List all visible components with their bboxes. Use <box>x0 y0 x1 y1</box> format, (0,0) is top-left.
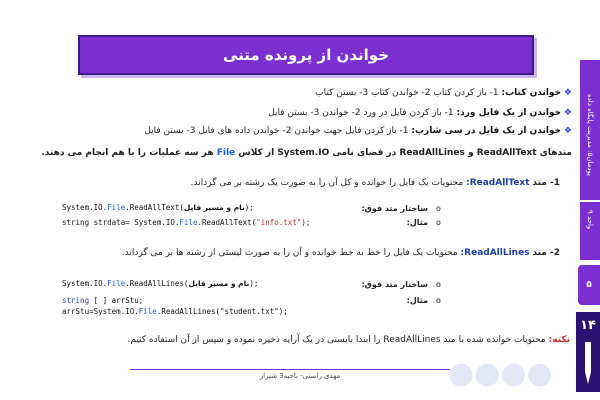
code-file: File <box>179 218 198 227</box>
code-string: "info.txt" <box>256 218 302 227</box>
section2-example-code-1 <box>62 296 143 305</box>
methods-suffix: هر سه عملیات را با هم انجام می دهند. <box>41 148 214 158</box>
watermark-logo: ●●●● <box>448 356 553 391</box>
bullet-text: 1- باز کردن فایل جهت خواندن 2- خواندن داده های فایل 3- بستن فایل <box>144 126 409 136</box>
section2-example-code-2 <box>62 307 288 316</box>
code-param: نام و مسیر فایل <box>183 203 245 212</box>
circle-bullet-icon: o <box>436 204 441 213</box>
note-text-a: محتویات خوانده شده با متد <box>443 335 546 345</box>
note-text-b: را ابتدا بایستی در یک آرایه ذخیره نموده و سپس از آن استفاده کنیم. <box>127 335 381 345</box>
code-text: string strdata= System.IO. <box>62 218 180 227</box>
bullet-diamond-icon: ❖ <box>563 108 572 118</box>
method-readalltext: ReadAllText <box>476 148 537 158</box>
file-class-name: File <box>216 148 236 158</box>
section2-method: ReadAllLines: <box>460 248 530 258</box>
section2-description: محتویات یک فایل را خط به خط خوانده و آن را به صورت لیستی از رشته ها بر می گرداند. <box>121 248 458 258</box>
bullet-text: 1- باز کردن کتاب 2- خواندن کتاب 3- بستن کتاب <box>315 88 499 98</box>
bullet-label: خواندن از یک فایل در سی شارپ: <box>411 126 562 136</box>
code-keyword: string <box>62 296 90 305</box>
section1-number: 1- متد <box>532 178 560 188</box>
section1-description: محتویات یک فایل را خوانده و کل آن را به صورت یک رشته بر می گرداند. <box>190 178 464 188</box>
code-param: نام و مسیر فایل <box>188 279 250 288</box>
section2-syntax-label: ساختار متد فوق: <box>361 280 428 289</box>
circle-bullet-icon: o <box>436 280 441 289</box>
methods-middle: در فضای نامی <box>332 148 397 158</box>
section1-syntax-label: ساختار متد فوق: <box>361 204 428 213</box>
sidebar-divider <box>580 200 600 202</box>
code-text: ); <box>301 218 311 227</box>
methods-and: و <box>467 148 474 158</box>
section2-syntax-code <box>62 279 258 288</box>
sidebar-module-text: پودمان۵: مدیریت پایگاه داده <box>586 93 594 177</box>
section2-number: 2- متد <box>532 248 560 258</box>
methods-paragraph <box>32 148 572 158</box>
circle-bullet-icon: o <box>436 296 441 305</box>
note-label: نکته: <box>548 335 570 345</box>
bullet-csharp-file <box>144 124 572 138</box>
section1-syntax-code <box>62 203 254 212</box>
note-method: ReadAllLines <box>383 335 441 345</box>
bullet-text: 1- باز کردن فایل در ورد 2- خواندن 3- بستن فایل <box>268 108 454 118</box>
bullet-book <box>315 86 572 100</box>
bullet-diamond-icon: ❖ <box>563 88 572 98</box>
bullet-label: خواندن کتاب: <box>501 88 562 98</box>
bullet-word-file <box>268 106 572 120</box>
page-title: خواندن از پرونده متنی <box>78 35 534 75</box>
code-text: .ReadAllText( <box>125 203 184 212</box>
chapter-badge: ۵ <box>578 265 600 305</box>
code-text: [ ] arrStu; <box>89 296 144 305</box>
code-text: .ReadAllText( <box>197 218 257 227</box>
bullet-diamond-icon: ❖ <box>563 126 572 136</box>
circle-bullet-icon: o <box>436 218 441 227</box>
section1-heading <box>191 178 560 188</box>
method-readalllines: ReadAllLines <box>399 148 465 158</box>
methods-from-class: از کلاس <box>238 148 275 158</box>
code-text: .ReadAllLines("student.txt"); <box>156 307 288 316</box>
code-text: System.IO. <box>62 203 108 212</box>
methods-prefix: متدهای <box>539 148 572 158</box>
page-number: ۱۴ <box>580 318 596 333</box>
code-text: ); <box>249 279 259 288</box>
section2-heading <box>122 248 560 258</box>
code-file: File <box>107 279 126 288</box>
code-text: ); <box>244 203 254 212</box>
note <box>127 335 570 345</box>
code-text: .ReadAllLines( <box>125 279 189 288</box>
footer-author: مهدی راستی- ناحیه3 شیراز <box>259 372 341 380</box>
footer-divider <box>130 369 450 370</box>
section1-method: ReadAllText: <box>466 178 530 188</box>
section2-example-label: مثال: <box>406 296 428 305</box>
sidebar-unit-text: واحد ۹ <box>586 210 594 230</box>
section1-example-code <box>62 218 310 227</box>
namespace-name: System.IO <box>277 148 330 158</box>
code-text: System.IO. <box>62 279 108 288</box>
code-file: File <box>138 307 157 316</box>
section1-example-label: مثال: <box>406 218 428 227</box>
code-text: arrStu=System.IO. <box>62 307 139 316</box>
code-file: File <box>107 203 126 212</box>
bullet-label: خواندن از یک فایل ورد: <box>456 108 562 118</box>
